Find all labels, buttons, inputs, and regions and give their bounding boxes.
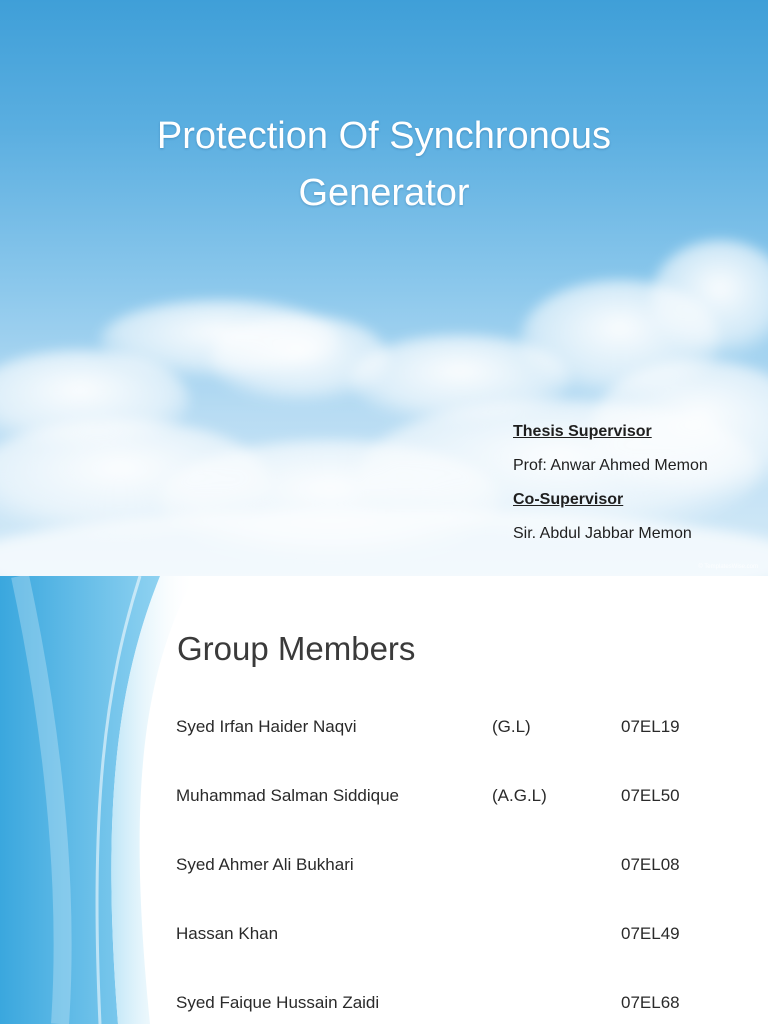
member-id: 07EL49: [621, 924, 680, 943]
member-row: [0, 717, 768, 747]
member-name: Syed Irfan Haider Naqvi: [176, 717, 357, 736]
member-row: [0, 924, 768, 954]
group-members-title: Group Members: [177, 630, 416, 667]
member-role: (A.G.L): [492, 786, 547, 805]
thesis-supervisor-name: Prof: Anwar Ahmed Memon: [513, 457, 708, 474]
supervisor-block: [513, 420, 763, 556]
co-supervisor-name: Sir. Abdul Jabbar Memon: [513, 525, 692, 542]
member-row: [0, 786, 768, 816]
member-name: Syed Ahmer Ali Bukhari: [176, 855, 354, 874]
title-line-2: Generator: [298, 172, 470, 214]
member-row: [0, 855, 768, 885]
member-name: Muhammad Salman Siddique: [176, 786, 400, 805]
member-id: 07EL19: [621, 717, 680, 736]
member-id: 07EL50: [621, 786, 680, 805]
template-watermark: © TemplatesWise.com: [698, 564, 758, 570]
group-members-slide: [0, 576, 768, 1024]
member-id: 07EL68: [621, 993, 680, 1012]
member-row: [0, 993, 768, 1023]
title-line-1: Protection Of Synchronous: [156, 115, 612, 157]
member-name: Hassan Khan: [176, 924, 279, 943]
member-role: (G.L): [492, 717, 531, 736]
member-id: 07EL08: [621, 855, 680, 874]
co-supervisor-label: Co-Supervisor: [513, 491, 624, 508]
slide-title: [0, 108, 768, 222]
member-name: Syed Faique Hussain Zaidi: [176, 993, 380, 1012]
thesis-supervisor-label: Thesis Supervisor: [513, 423, 652, 440]
